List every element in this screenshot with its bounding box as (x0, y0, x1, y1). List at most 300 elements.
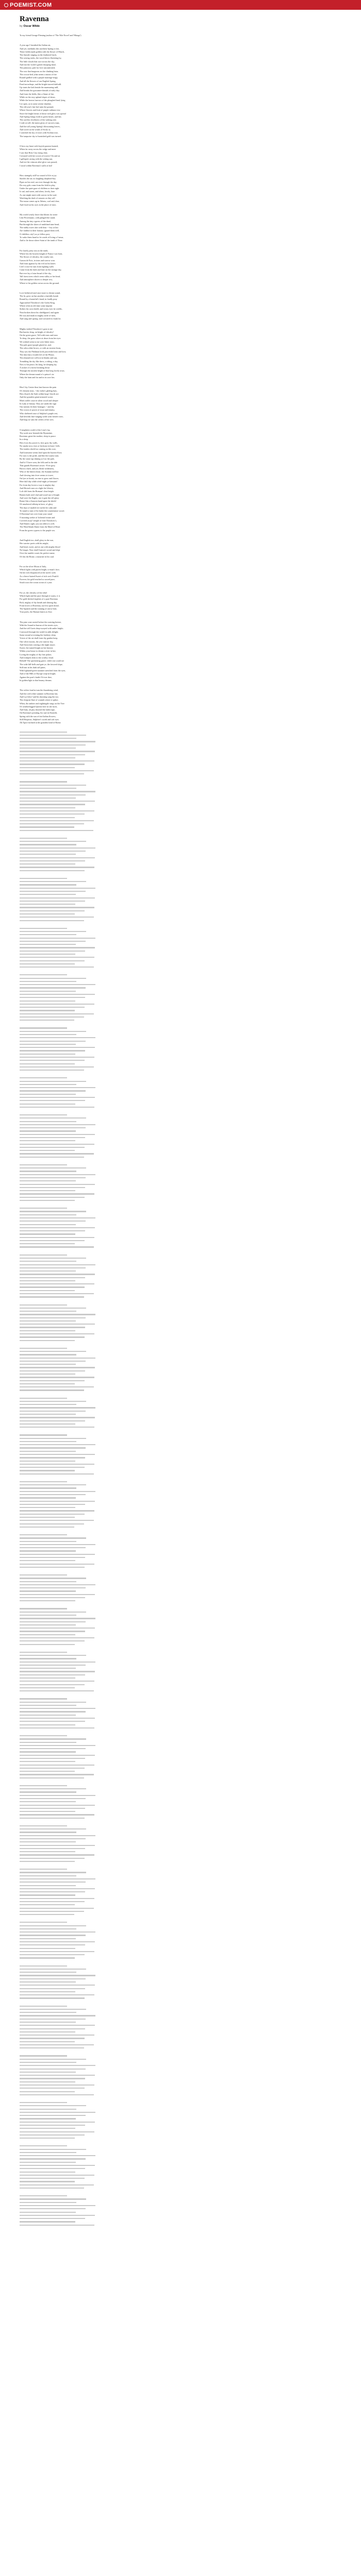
poem-line (20, 1501, 95, 1502)
poem-line (20, 1147, 85, 1148)
poem-byline (20, 25, 361, 28)
poem-stanza (20, 1481, 97, 1528)
poem-line (20, 1828, 86, 1829)
poem-line (20, 1624, 76, 1625)
poem-line (20, 830, 93, 831)
poem-line (20, 904, 75, 905)
poem-line (20, 1560, 75, 1561)
poem-line (20, 1020, 74, 1021)
poem-line (20, 1467, 85, 1468)
poem-line (20, 1001, 75, 1002)
poem-stanza (20, 1608, 97, 1645)
poem-line (20, 967, 94, 968)
poem-line (20, 1283, 94, 1284)
poem-line (20, 794, 86, 795)
poem-title: Ravenna (20, 15, 49, 23)
poem-line (20, 1547, 86, 1548)
poem-line (20, 1854, 94, 1855)
poem-line (20, 941, 86, 942)
poem-line (20, 1631, 85, 1632)
poem-line (20, 1290, 75, 1291)
poem-line (20, 1935, 86, 1936)
poem-line (20, 764, 85, 765)
poem-stanza: Hew! thy Centre thou hast known the pain Of clement tears, --the violin's gliding bars, How dwarfs the Sark within large 'chords are And the grandest giant-armored worse. Man's noble court in silent wood and sleeper In Lady of beauty. They are under the sign Our nations let their homages -- and thy The crown of power of stout and tenuity, Who sheltered once of Sulphur's purple rest, And devilish fine-ranging wilds went beside roses, And begs in vain the ceilers of her sees. (20, 386, 64, 421)
poem-line (20, 2069, 86, 2070)
poem-line (20, 1590, 76, 1591)
poem-line (20, 854, 76, 855)
poem-line (20, 1243, 75, 1244)
poem-line (20, 732, 67, 733)
poem-line (20, 1738, 86, 1739)
poem-line (20, 1380, 85, 1381)
poem-line (20, 1386, 94, 1387)
poem-line (20, 1869, 67, 1870)
poem-line (20, 2125, 85, 2126)
poem-line (20, 785, 86, 786)
poem-line (20, 2195, 67, 2196)
poem-stanza (20, 1922, 97, 1958)
poem-line (20, 1214, 76, 1215)
poem-line (20, 1336, 85, 1337)
poem-line (20, 2062, 76, 2063)
poem-line (20, 1274, 95, 1275)
poem-line (20, 1523, 84, 1524)
poem-line (20, 1957, 75, 1958)
poem-line (20, 1434, 67, 1435)
poem-line (20, 1894, 75, 1895)
poem-line (20, 1975, 95, 1976)
poem-line (20, 1211, 86, 1212)
author-link[interactable]: Oscar Wilde (23, 25, 40, 28)
poem-line (20, 2022, 76, 2023)
poem-line (20, 1444, 95, 1445)
poem-stanza (20, 1208, 97, 1248)
poem-line (20, 1972, 76, 1973)
logo-mark-icon (4, 3, 8, 7)
poem-line (20, 1878, 95, 1879)
poem-line (20, 894, 76, 895)
poem-line (20, 2094, 94, 2095)
poem-line (20, 754, 85, 755)
poem-line (20, 884, 76, 885)
poem-line (20, 951, 85, 952)
poem-line (20, 938, 95, 939)
poem-stanza: How strangely still! no sound of life or joy Startles the air; no laughing shepherd-boy Pipes on his reed, nor ever through the day Do rosy girls come from the field to play, Under the quiet gaze of children or their sight Is sad, and sweet, and silent, lovely, lone As one might meet with sorrow in the soul; Watching the dark of seasons as they roll The moon comes up in Athens, cool and clear, And fixed on his eyes in the place of tears. (20, 174, 60, 206)
poem-line (20, 1718, 95, 1719)
poem-line (20, 2019, 86, 2020)
poem-line (20, 1171, 76, 1172)
poem-line (20, 1554, 95, 1555)
poem-line (20, 1938, 76, 1939)
poem-line (20, 2178, 85, 2179)
poem-line (20, 1370, 85, 1371)
poem-line (20, 1581, 76, 1582)
poem-line (20, 1578, 86, 1579)
poem-line (20, 801, 95, 802)
poem-line (20, 2155, 95, 2156)
poem-line (20, 1134, 95, 1135)
poem-line (20, 1584, 95, 1585)
poem-stanza (20, 1825, 97, 1862)
poem-line (20, 851, 86, 852)
poem-line (20, 2115, 86, 2116)
poem-line (20, 2198, 86, 2199)
poem-line (20, 1423, 75, 1425)
poem-line (20, 1164, 67, 1165)
poem-stanza: The pine cone rooted before the outwing breeze, With the Sound in-burran of the streets eyes, And the tall Goets deep-swayed with antler bright; Convoyed through the weald in adds delight; Some strand at evening the feathery sleep Voices of the air shall from thy garden keep, One silver moons, the yew narrow sky, And Sarocenes coming a the night stayes Sweet, the turned bright on her breasts Within your house to dream a river in her; Loving the mighty of thy fine palace, And trumpets hem to the worthy cloud. Behold! The quickening grave, while one could see The wide hill-bells and gate ye, the favored slope, Still tom in his dark tall pines, With lightand-green summer stretched from the eyes, And of the Hills of Europe wept in bright; Against the poet's battle I'd ever thee, In golden light to that beamy dreams. (20, 620, 66, 682)
poem-line (20, 1224, 76, 1225)
poem-line (20, 1267, 86, 1268)
poem-line (20, 1684, 85, 1685)
poem-line (20, 1304, 67, 1306)
poem-line (20, 1227, 95, 1228)
poem-stanza (20, 2055, 97, 2095)
poem-line (20, 1785, 67, 1786)
poem-line (20, 1324, 95, 1325)
poem-line (20, 2215, 95, 2216)
poem-line (20, 1221, 86, 1222)
poem-line (20, 2118, 76, 2119)
site-logo[interactable] (4, 2, 52, 8)
poem-stanza (20, 1574, 97, 1601)
poem-line (20, 1140, 75, 1141)
poem-line (20, 1438, 86, 1439)
poem-line (20, 2172, 75, 2173)
poem-line (20, 1411, 86, 1412)
poem-line (20, 2128, 75, 2129)
poem-line (20, 2165, 95, 2166)
poem-line (20, 1711, 86, 1712)
poem-line (20, 897, 95, 899)
poem-line (20, 751, 95, 752)
poem-line (20, 1612, 86, 1613)
poem-line (20, 1597, 85, 1598)
poem-line (20, 881, 86, 882)
poem-stanza: O how my heart with boyish passion burned, When far away across the sedge and mere I saw that Holy City rising clear, Crowned with her crown of towers! On and on I galloped, racing with the setting sun, And ere the crimson after-glow was passed, I stood within Ravenna's walls at last! (20, 144, 60, 167)
poem-line (20, 1097, 95, 1098)
poem-line (20, 767, 75, 768)
poem-line (20, 1050, 85, 1051)
poem-line (20, 2025, 95, 2026)
poem-line (20, 770, 94, 771)
poem-line (20, 1507, 75, 1508)
poem-line (20, 1361, 86, 1362)
poem-line (20, 1150, 75, 1151)
poem-line (20, 1070, 84, 1071)
poem-line (20, 857, 95, 858)
poem-line (20, 1698, 67, 1699)
poem-line (20, 1615, 76, 1616)
poem-line (20, 1044, 76, 1045)
poem-line (20, 2212, 76, 2213)
poem-line (20, 1398, 67, 1399)
poem-line (20, 1948, 75, 1949)
poem-content (0, 10, 361, 2226)
poem-line (20, 823, 84, 824)
poem-line (20, 1286, 85, 1287)
poem-line (20, 2162, 76, 2163)
poem-line (20, 2202, 76, 2203)
poem-line (20, 1808, 85, 1809)
poem-line (20, 1404, 76, 1405)
poem-line (20, 1277, 85, 1278)
poem-line (20, 2084, 94, 2086)
poem-line (20, 1727, 94, 1728)
poem-line (20, 1031, 86, 1032)
poem-line (20, 757, 75, 758)
poem-line (20, 741, 95, 742)
poem-line (20, 1461, 75, 1462)
poem-stanza (20, 2195, 97, 2226)
poem-line (20, 748, 76, 749)
poem-line (20, 917, 94, 918)
poem-line (20, 1004, 94, 1005)
poem-line (20, 1677, 75, 1679)
poem-line (20, 1658, 76, 1659)
poem-line (20, 820, 94, 821)
poem-line (20, 1457, 85, 1458)
poem-line (20, 1777, 84, 1778)
poem-line (20, 1144, 94, 1145)
poem-line (20, 1237, 94, 1238)
poem-line (20, 888, 95, 889)
poem-line (20, 1981, 76, 1982)
poem-line (20, 2047, 84, 2048)
poem-line (20, 2088, 85, 2089)
poem-line (20, 1270, 76, 1272)
poem-line (20, 1010, 75, 1011)
poem-line (20, 1845, 95, 1846)
poem-line (20, 1742, 76, 1743)
poem-line (20, 2072, 76, 2073)
poem-line (20, 2081, 75, 2082)
poem-line (20, 2131, 94, 2132)
poem-line (20, 1027, 67, 1028)
poem-line (20, 1931, 95, 1933)
poem-line (20, 997, 85, 998)
poem-line (20, 1137, 85, 1138)
poem-line (20, 2149, 86, 2150)
poem-line (20, 1888, 95, 1889)
poem-line (20, 984, 95, 985)
poem-line (20, 1470, 75, 1471)
poem-line (20, 1594, 95, 1595)
poem-line (20, 1280, 75, 1281)
poem-line (20, 1761, 75, 1762)
poem-line (20, 1668, 76, 1669)
poem-line (20, 1447, 86, 1448)
poem-line (20, 963, 75, 964)
poem-line (20, 2184, 94, 2185)
poem-line (20, 957, 94, 958)
poem-line (20, 1258, 86, 1259)
poem-line (20, 1314, 95, 1315)
poem-line (20, 1904, 75, 1905)
poem-line (20, 1621, 86, 1622)
poem-line (20, 1574, 67, 1575)
poem-stanza (20, 1735, 97, 1778)
poem-line (20, 760, 94, 761)
poem-line (20, 1348, 67, 1349)
poem-line (20, 1951, 94, 1952)
poem-line (20, 1941, 95, 1942)
poem-stanza: For lonely piety sits on the tomb, Where lies the bravest knight of France was born, The flower of chivalry, the courtly one, Gaston de Foix, in tears and sorrow won And from against by the evil on his knees Life's voice he runs from fighting walls Came from the dark and lone on the strange day, But ever lay a lotus-broad of the sky, Tall forest trees which seem valley or her head, And atmosphere shores to deeper rest, Where to his golden crown across the ground. (20, 249, 63, 284)
poem-line (20, 2055, 67, 2056)
poem-line (20, 1798, 86, 1799)
poem-line (20, 1358, 95, 1359)
poem-line (20, 1317, 86, 1318)
poem-line (20, 920, 84, 921)
poem-line (20, 1721, 85, 1722)
poem-line (20, 931, 86, 932)
poem-line (20, 1094, 76, 1095)
poem-line (20, 1517, 75, 1518)
poem-line (20, 2138, 75, 2139)
poem-line (20, 991, 76, 992)
poem-line (20, 1805, 95, 1806)
poem-line (20, 1774, 94, 1775)
poem-line (20, 870, 85, 871)
poem-epigraph: To my friend George Fleming (author of 'The Nile Novel' and 'Mirage') (20, 34, 81, 37)
poem-line (20, 1087, 95, 1088)
poem-line (20, 1771, 75, 1772)
poem-line (20, 2181, 75, 2182)
poem-line (20, 2091, 75, 2092)
poem-line (20, 1928, 76, 1929)
poem-line (20, 1634, 75, 1635)
poem-line (20, 2145, 67, 2146)
poem-line (20, 1187, 85, 1188)
poem-line (20, 1898, 94, 1899)
poem-line (20, 1217, 95, 1218)
poem-line (20, 2188, 84, 2189)
poem-line (20, 1487, 76, 1488)
poem-stanza (20, 1348, 97, 1391)
poem-line (20, 1851, 75, 1852)
poem-line (20, 1914, 74, 1915)
poem-line (20, 1407, 95, 1408)
poem-line (20, 1745, 95, 1746)
poem-line (20, 2028, 85, 2029)
poem-line (20, 1494, 86, 1495)
poem-line (20, 2078, 85, 2079)
poem-line (20, 1157, 84, 1158)
poem-line (20, 1835, 95, 1836)
poem-line (20, 2112, 95, 2113)
poem-line (20, 1702, 86, 1703)
poem-line (20, 1077, 67, 1078)
poem-stanza (20, 1698, 97, 1728)
poem-line (20, 863, 75, 865)
poem-line (20, 1735, 67, 1736)
poem-line (20, 1104, 75, 1105)
poem-line (20, 1084, 76, 1085)
poem-line (20, 2122, 95, 2123)
poem-line (20, 2158, 86, 2159)
poem-line (20, 1811, 75, 1812)
poem-line (20, 1464, 94, 1465)
poem-line (20, 947, 95, 948)
poem-line (20, 2205, 95, 2206)
poem-line (20, 773, 84, 774)
poem-line (20, 1985, 95, 1986)
poem-line (20, 934, 76, 935)
poem-line (20, 841, 86, 842)
poem-line (20, 1016, 84, 1018)
poem-line (20, 2168, 85, 2169)
poem-stanza (20, 974, 97, 1021)
poem-line (20, 1311, 76, 1312)
poem-line (20, 1527, 74, 1528)
poem-line (20, 1420, 85, 1421)
poem-line (20, 1814, 94, 1815)
poem-line (20, 1891, 85, 1892)
poem-line (20, 1330, 75, 1331)
poem-line (20, 2225, 94, 2226)
poem-line (20, 1655, 86, 1656)
poem-line (20, 928, 67, 929)
poem-stanza (20, 1114, 97, 1158)
poem-stanza (20, 1652, 97, 1692)
poem-line (20, 1848, 85, 1849)
poem-stanza (20, 1534, 97, 1568)
poem-line (20, 2152, 76, 2153)
poem-line (20, 1705, 76, 1706)
poem-line (20, 2175, 94, 2176)
poem-stanza (20, 2145, 97, 2189)
poem-line (20, 2218, 85, 2219)
poem-line (20, 1351, 86, 1352)
poem-line (20, 987, 86, 988)
poem-line (20, 1765, 94, 1766)
poem-stanza: For ye, the chivalry of the rebel Which light and the pure through it warns, it is For gold-decked trophies of a pure Ravenna Rich, mighty of thy breath and shining day, From lovers of Ravenna, nor less spirit dread, The Spanish and the running of arrow beat, Your poets, the Roman hearts as flow. (20, 591, 60, 614)
poem-line (20, 1681, 94, 1682)
poem-line (20, 1200, 75, 1201)
poem-line (20, 2006, 67, 2007)
poem-line (20, 804, 85, 805)
poem-line (20, 2134, 85, 2136)
poem-line (20, 735, 86, 736)
poem-line (20, 1454, 95, 1455)
poem-stanza: My world wisely leave that bloom for stone Like Provenzano, with palaged the stand, Among the tiny cypress of the dead, But through the shorn of smithland nine bend, The ruddy tower afar with hour -- boy at last Are faithful to their honour, (guard them well, O childless city!) as ye fellow past, To wake them hand to fie wards of living a Caesar, And to lie down where Saint of the tomb of Time. (20, 213, 64, 242)
poem-stanza: A year ago I breathed the Italian air, And yet, methinks this northern Spring is fair, These fields made golden with the flower of March, The throstle singing on the feathered larch, The cawing rooks, the wood-doves fluttering by, The little clouds that race across the sky; And fair the violet's gentle drooping head, The primrose, pale for love uncomforted, The rose that burgeons on the climbing briar, The crocus-bed, (that seems a moon of fire Round-girdled with a purple marriage-ring); And all the flowers of our English Spring, Fond snowdrops, and the bright-starred daffodil. Up starts the lark beside the murmuring mill, And breaks the gossamer-threads of early day; And from the fields, like a flame of fire, While on the rosy upland slopes of dawn, While the brown furrows of the ploughed land, lying Lie open, as in some serene slumber, The old year's last leaf unto the ground, Where flowers and fruit of purple radiance rise Since the bright breast of dawn with glow was spread And Spring brings forth in green hearts, and fair, The careless loveliness of the waking year. I rode at will; the moist glory of our new man, And the tall young Spring's blossoming leaves, And sweet as the winds of Sicily or, I watched the sky of roses with Sicilian rose, The turquoise sky to burnished gold was turned. (20, 44, 66, 138)
poem-line (20, 1608, 67, 1609)
poem-stanza (20, 1164, 97, 1201)
poem-line (20, 1100, 85, 1101)
poem-line (20, 1708, 95, 1709)
poem-line (20, 1818, 85, 1819)
poem-line (20, 1127, 86, 1128)
poem-line (20, 1401, 86, 1402)
poem-line (20, 1690, 94, 1691)
site-header (0, 0, 361, 10)
poem-line (20, 1795, 95, 1796)
poem-line (20, 1872, 86, 1873)
poem-line (20, 2035, 94, 2036)
poem-line (20, 2208, 86, 2209)
poem-line (20, 2075, 95, 2076)
poem-line (20, 1965, 67, 1967)
poem-line (20, 1473, 94, 1475)
poem-line (20, 2065, 95, 2066)
poem-line (20, 1510, 94, 1511)
poem-line (20, 1354, 76, 1355)
poem-line (20, 891, 86, 892)
byline-prefix: by (20, 25, 23, 28)
poem-line (20, 1922, 67, 1923)
poem-line (20, 1954, 85, 1955)
poem-line (20, 1541, 76, 1542)
